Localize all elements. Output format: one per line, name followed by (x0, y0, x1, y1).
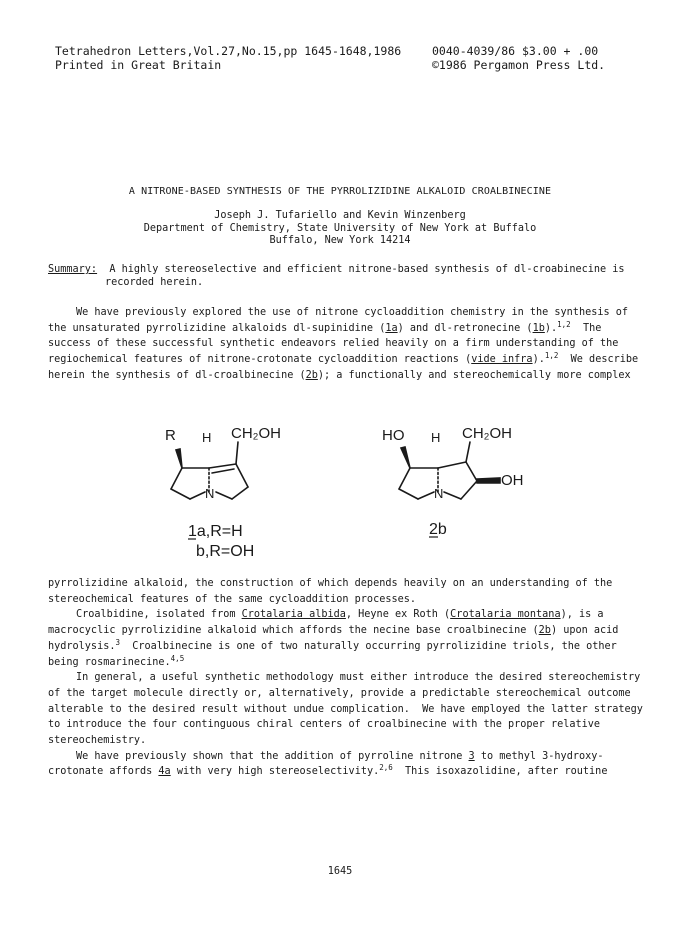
text-line: macrocyclic pyrrolizidine alkaloid which affords the necine base croalbinecine (2b) upon acid (48, 625, 619, 637)
species-name: Crotalaria montana (450, 609, 561, 621)
text-line: to introduce the four continguous chiral centers of croalbinecine with the proper relative (48, 719, 601, 731)
summary-label: Summary: (48, 264, 98, 275)
compound-ref: 3 (468, 750, 475, 762)
compound-ref: 2b (538, 625, 551, 637)
affiliation-line-1: Department of Chemistry, State University of New York at Buffalo (143, 222, 537, 234)
summary-text-2: recorded herein. (105, 276, 204, 288)
nitrogen-label: N (205, 486, 215, 501)
author-block (0, 210, 680, 248)
citation: 1,2 (544, 351, 559, 361)
citation: 3 (115, 637, 120, 647)
compound-ref: 2b (305, 369, 318, 381)
text-line: the unsaturated pyrrolizidine alkaloids dl-supinidine (1a) and dl-retronecine (1b).$^{1,2}$ The (48, 319, 602, 334)
text-line: of the target molecule directly or, alternatively, provide a predictable stereochemical outcome (48, 687, 631, 699)
summary (48, 264, 633, 289)
text-line: In general, a useful synthetic methodology must either introduce the desired stereochemistry (76, 672, 641, 684)
page-number: 1645 (327, 866, 353, 877)
compound-ref: 1a (385, 322, 398, 334)
compound-label-2b: 2b (429, 521, 447, 538)
text-line: success of these successful synthetic endeavors relied heavily on a firm understanding of the (48, 338, 619, 350)
copyright: ©1986 Pergamon Press Ltd. (432, 58, 606, 72)
structure-2 (399, 442, 500, 499)
structures-svg (150, 418, 570, 568)
citation: 4,5 (170, 653, 185, 663)
text-line: We have previously explored the use of nitrone cycloaddition chemistry in the synthesis of (76, 307, 629, 318)
compound-label-1b: b,R=OH (196, 543, 255, 560)
paragraph-1 (48, 305, 639, 384)
text-line: regiochemical features of nitrone-crotonate cycloaddition reactions (vide infra).$^{1,2}$ We describe (48, 351, 639, 366)
journal-citation: Tetrahedron Letters,Vol.27,No.15,pp 1645-1648,1986 (55, 44, 402, 58)
latin-term: vide infra (471, 354, 533, 366)
text-line: hydrolysis.$^3$ Croalbinecine is one of two naturally occurring pyrrolizidine triols, the other (48, 637, 617, 652)
h-label: H (202, 430, 212, 445)
hydroxyl-label: OH (501, 472, 524, 489)
authors: Joseph J. Tufariello and Kevin Winzenberg (214, 210, 466, 221)
compound-label-1a: 1a,R=H (188, 523, 243, 540)
ch2oh-label: CH₂OH (462, 425, 512, 442)
printed-in: Printed in Great Britain (55, 58, 222, 72)
body-continued (48, 576, 643, 780)
text-line: crotonate affords 4a with very high stereoselectivity.$^{2,6}$ This isoxazolidine, after routine (48, 763, 608, 778)
summary-text-1: A highly stereoselective and efficient nitrone-based synthesis of dl-croabinecine is (109, 264, 625, 275)
issn-price: 0040-4039/86 $3.00 + .00 (432, 44, 599, 58)
citation: 2,6 (379, 763, 393, 773)
compound-ref: 4a (158, 766, 171, 778)
text-line: alterable to the desired result without undue complication. We have employed the latter strategy (48, 703, 643, 715)
species-name: Crotalaria albida (241, 609, 346, 621)
h-label: H (431, 430, 441, 445)
ch2oh-label: CH₂OH (231, 425, 281, 442)
text-line: pyrrolizidine alkaloid, the construction of which depends heavily on an understanding of the (48, 578, 613, 589)
text-line: stereochemistry. (48, 735, 147, 747)
text-line: being rosmarinecine.$^{4,5}$ (48, 653, 185, 668)
article-title: A NITRONE-BASED SYNTHESIS OF THE PYRROLIZIDINE ALKALOID CROALBINECINE (128, 186, 552, 197)
text-line: stereochemical features of the same cycloaddition processes. (48, 593, 417, 605)
compound-ref: 1b (532, 322, 545, 334)
text-line: We have previously shown that the addition of pyrroline nitrone 3 to methyl 3-hydroxy- (76, 750, 604, 762)
affiliation-line-2: Buffalo, New York 14214 (269, 235, 411, 246)
chemical-structures-figure (150, 418, 570, 568)
text-line: Croalbidine, isolated from Crotalaria albida, Heyne ex Roth (Crotalaria montana), is a (76, 609, 604, 621)
r-group-label: R (165, 427, 176, 444)
citation: 1,2 (557, 319, 571, 329)
text-line: herein the synthesis of dl-croalbinecine (2b); a functionally and stereochemically more complex (48, 369, 631, 381)
hydroxyl-label: HO (382, 427, 405, 444)
nitrogen-label: N (434, 486, 444, 501)
